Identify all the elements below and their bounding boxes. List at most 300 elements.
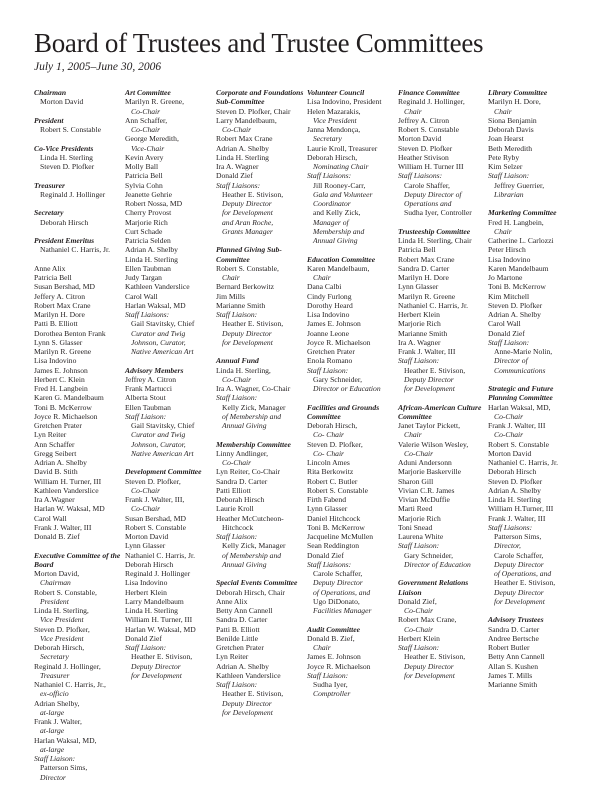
member-line: Director <box>40 772 66 782</box>
member-line: Linda H. Sterling, <box>34 606 89 615</box>
member-line: Chair <box>404 430 422 440</box>
member-line: Robert S. Constable <box>488 439 549 449</box>
member-line: James T. Mills <box>488 670 533 680</box>
member-line: Kim Mitchell <box>488 291 530 301</box>
committee-heading: Marketing Committee <box>488 208 557 218</box>
member-line: Marilyn H. Dore, <box>488 97 541 107</box>
member-line: Co- Chair <box>313 448 345 458</box>
member-line: Coordinator <box>313 199 351 208</box>
committee-section <box>34 181 124 200</box>
member-line: Staff Liaisons: <box>125 310 170 319</box>
committee-heading: President <box>34 115 64 125</box>
member-line: and Kelly Zick, <box>313 208 361 218</box>
member-line: Frank J. Walter, III <box>488 513 546 523</box>
member-line: William H. Turner, III <box>125 615 193 625</box>
member-line: Patricia Bell <box>34 273 72 282</box>
member-line: Manager of <box>313 217 349 227</box>
member-line: Staff Liaison: <box>307 670 349 680</box>
member-line: Deputy Director <box>222 328 272 338</box>
member-line: Bernard Berkowitz <box>216 282 274 292</box>
member-line: Adrian Shelby, <box>34 698 80 708</box>
member-line: Gary Schneider, <box>313 374 363 384</box>
committee-heading: Chairman <box>34 88 67 97</box>
member-line: Curator and Twig <box>131 328 186 338</box>
member-line: James E. Johnson <box>307 319 361 329</box>
member-line: Dorothy Heard <box>307 300 353 310</box>
member-line: Nathaniel C. Harris, Jr. <box>488 458 559 467</box>
member-line: Staff Liaison: <box>34 754 76 763</box>
member-line: Carol Wall <box>488 319 521 329</box>
member-line: George Meredith, <box>125 134 179 144</box>
member-line: Deputy Director of <box>404 189 462 199</box>
member-line: Andree Bertsche <box>488 633 539 643</box>
committee-heading: Special Events Committee <box>216 578 298 588</box>
member-line: Sandra D. Carter <box>216 476 268 486</box>
member-line: Janna Mendonça, <box>307 125 361 134</box>
member-line: Staff Liaison: <box>488 337 530 347</box>
member-line: Lynn Glasser <box>398 282 439 292</box>
member-line: Co-Chair <box>222 374 252 384</box>
member-line: Donald B. Zief <box>34 532 80 541</box>
member-line: Carole Schaffer, <box>313 569 363 578</box>
member-line: Heather E. Stivison, <box>222 319 284 329</box>
member-line: Linda H. Sterling, Chair <box>398 236 472 245</box>
member-line: Staff Liaison: <box>398 643 440 652</box>
committee-section <box>34 116 124 135</box>
member-line: Valerie Wilson Wesley, <box>398 439 469 449</box>
member-line: Patterson Sims, <box>40 763 88 773</box>
committee-section <box>488 384 578 606</box>
member-line: Jeffrey A. Citron <box>125 374 177 384</box>
member-line: Firth Fabend <box>307 495 347 504</box>
member-line: Donald Zief, <box>398 596 437 606</box>
member-line: Heather E. Stivison, <box>404 365 466 375</box>
member-line: Kathleen Vanderslice <box>216 670 281 680</box>
member-line: Laurie Kroll <box>216 504 254 514</box>
member-line: Director of Education <box>404 559 471 569</box>
committee-heading: Co-Vice Presidents <box>34 143 94 153</box>
member-line: Carol Wall <box>125 291 158 301</box>
member-line: for Development <box>222 337 273 347</box>
member-line: William H.Turner, III <box>488 504 554 514</box>
member-line: Robert Max Crane <box>216 134 273 144</box>
member-line: Ann Schaffer, <box>125 115 168 125</box>
member-line: Lyn Reiter <box>216 652 249 662</box>
member-line: Cindy Furlong <box>307 291 352 301</box>
member-line: Robert S. Constable <box>40 125 101 134</box>
member-line: Reginald J. Hollinger <box>40 189 106 199</box>
member-line: Lynn Glasser <box>307 504 348 514</box>
member-line: Lyn Reiter, Co-Chair <box>216 467 281 477</box>
member-line: Harlan Waksal, MD, <box>488 402 551 412</box>
member-line: Sean Reddington <box>307 541 360 551</box>
member-line: Chairman <box>40 578 71 588</box>
member-line: Co-Chair <box>404 448 434 458</box>
column-5 <box>398 88 488 689</box>
member-line: Judy Targan <box>125 273 162 282</box>
member-line: Deputy Director <box>222 199 272 208</box>
member-line: Patricia Bell <box>125 171 163 181</box>
member-line: Vice President <box>40 615 84 625</box>
member-line: Frank J. Walter, <box>34 717 82 726</box>
member-line: Adrian A. Shelby <box>34 458 87 467</box>
member-line: Reginald J. Hollinger <box>125 569 191 578</box>
member-line: Staff Liaison: <box>216 310 258 319</box>
member-line: Larry Mandelbaum <box>125 596 184 606</box>
member-line: Native American Art <box>131 347 194 356</box>
member-line: Deborah Hirsch <box>216 495 265 504</box>
member-line: Director, <box>494 541 521 551</box>
committee-section <box>307 88 397 245</box>
member-line: Gala and Volunteer <box>313 189 373 199</box>
member-line: Steven D. Plofker, <box>34 624 90 634</box>
column-3 <box>216 88 306 726</box>
page-subtitle: July 1, 2005–June 30, 2006 <box>34 61 162 73</box>
member-line: Heather McCutcheon- <box>216 513 284 523</box>
committee-heading: Art Committee <box>125 88 171 97</box>
member-line: Robert Max Crane, <box>398 615 457 625</box>
member-line: at-large <box>40 726 65 736</box>
member-line: Toni B. McKerrow <box>307 522 365 532</box>
page-title: Board of Trustees and Trustee Committees <box>34 28 484 58</box>
member-line: Johnson, Curator, <box>131 337 186 347</box>
member-line: Reginald J. Hollinger, <box>34 661 101 671</box>
member-line: Jeffrey A. Citron <box>398 115 450 125</box>
member-line: Frank J. Walter, III <box>34 522 92 532</box>
member-line: Fred H. Langbein, <box>488 217 544 227</box>
member-line: Marjorie Rich <box>398 513 441 523</box>
member-line: Patricia Bell <box>398 245 436 255</box>
member-line: Kelly Zick, Manager <box>222 541 286 551</box>
member-line: Jeffrey Guerrier, <box>494 180 545 190</box>
member-line: Karen Mandelbaum, <box>307 263 370 273</box>
member-line: Chair <box>494 106 512 116</box>
member-line: Linda H. Sterling <box>40 152 93 162</box>
member-line: Staff Liaison: <box>488 171 530 181</box>
member-line: Beth Meredith <box>488 143 533 153</box>
member-line: Dana Calbi <box>307 282 342 292</box>
member-line: Frank J. Walter, III, <box>125 495 185 504</box>
member-line: Donald Zief <box>125 633 162 643</box>
committee-heading: Government Relations Liaison <box>398 578 469 597</box>
member-line: for Development <box>404 670 455 680</box>
member-line: Gretchen Prater <box>34 421 82 430</box>
member-line: Deputy Director <box>494 587 544 597</box>
member-line: Robert Butler <box>488 643 530 652</box>
member-line: Enola Romano <box>307 356 353 366</box>
member-line: Sandra D. Carter <box>488 624 540 634</box>
member-line: Patricia Selden <box>125 236 171 245</box>
committee-heading: Library Committee <box>488 88 548 97</box>
member-line: Deborah Hirsch, <box>307 152 358 162</box>
member-line: Steven D. Plofker <box>40 162 95 171</box>
member-line: Anne Alix <box>216 596 248 606</box>
member-line: Co-Chair <box>222 125 252 134</box>
committee-heading: Treasurer <box>34 180 65 190</box>
member-line: Lyn Reiter <box>34 430 67 440</box>
member-line: Marti Reed <box>398 504 433 514</box>
member-line: Larry Mandelbaum, <box>216 115 277 125</box>
member-line: of Membership and <box>222 411 282 421</box>
member-line: Robert S. Constable, <box>34 587 97 597</box>
member-line: Curt Schade <box>125 226 163 236</box>
member-line: Gretchen Prater <box>216 643 264 652</box>
member-line: at-large <box>40 744 65 754</box>
committee-heading: Audit Committee <box>307 624 360 634</box>
member-line: Ellen Taubman <box>125 263 171 273</box>
member-line: Vivian C.R. James <box>398 485 455 495</box>
member-line: Staff Liaison: <box>216 532 258 541</box>
member-line: Deborah Hirsch <box>488 467 537 477</box>
member-line: Patti B. Elliott <box>34 319 78 329</box>
member-line: Jo Martone <box>488 273 523 282</box>
member-line: Herbert Klein <box>398 633 440 643</box>
member-line: Joanne Leone <box>307 328 349 338</box>
member-line: Carol Wall <box>34 513 67 523</box>
member-line: Lisa Indovino <box>488 254 531 264</box>
member-line: Cherry Provost <box>125 208 172 218</box>
member-line: Laurie Kroll, Treasurer <box>307 143 378 153</box>
member-line: Deborah Davis <box>488 125 534 134</box>
member-line: Chair <box>404 106 422 116</box>
member-line: Robert Nossa, MD <box>125 199 183 208</box>
member-line: Lynn S. Glasser <box>34 337 83 347</box>
member-line: Adrian A. Shelby <box>488 485 541 495</box>
member-line: for Development <box>222 707 273 717</box>
member-line: Annual Giving <box>222 421 267 430</box>
member-line: Deputy Director <box>404 374 454 384</box>
committee-heading: Corporate and Foundations Sub-Committee <box>216 88 304 107</box>
member-line: Donald Zief <box>216 171 253 181</box>
member-line: Lisa Indovino <box>125 578 168 588</box>
member-line: Ira A. Wagner, Co-Chair <box>216 384 291 393</box>
member-line: Sudha Iyer, <box>313 680 348 689</box>
member-line: James E. Johnson <box>307 652 361 662</box>
member-line: Curator and Twig <box>131 430 186 440</box>
member-line: Co-Chair <box>131 504 161 514</box>
member-line: Deborah Hirsch, <box>307 421 358 430</box>
member-line: Deputy Director <box>404 661 454 671</box>
member-line: Heather E. Stivison, <box>494 578 556 588</box>
member-line: Steven D. Plofker, <box>307 439 363 449</box>
member-line: Molly Ball <box>125 162 159 171</box>
committee-section <box>488 88 578 199</box>
member-line: Kathleen Vanderslice <box>125 282 190 292</box>
member-line: Carole Shaffer, <box>404 180 450 190</box>
member-line: Jim Mills <box>216 291 245 301</box>
member-line: Deputy Director <box>313 578 363 588</box>
member-line: Susan Bershad, MD <box>34 282 95 292</box>
member-line: Heather E. Stivison, <box>404 652 466 662</box>
member-line: Anne Alix <box>34 263 66 273</box>
member-line: Karen Mandelbaum <box>488 263 549 273</box>
member-line: Marjorie Rich <box>398 319 441 329</box>
member-line: Siona Benjamin <box>488 115 537 125</box>
member-line: Morton David <box>125 532 169 541</box>
committee-heading: Finance Committee <box>398 88 460 97</box>
member-line: Ira A. Wagner <box>216 162 259 171</box>
member-line: Harlan W. Waksal, MD <box>34 504 105 514</box>
member-line: Deputy Director <box>494 559 544 569</box>
member-line: Robert Max Crane <box>398 254 455 264</box>
member-line: James E. Johnson <box>34 365 88 375</box>
member-line: Susan Bershad, MD <box>125 513 186 523</box>
member-line: Marianne Smith <box>398 328 448 338</box>
member-line: Joyce R. Michaelson <box>307 337 371 347</box>
member-line: Catherine L. Carlozzi <box>488 236 554 245</box>
member-line: Heather E. Stivison, <box>131 652 193 662</box>
member-line: Marianne Smith <box>216 300 266 310</box>
committee-section <box>216 88 306 236</box>
member-line: Alberta Stout <box>125 393 166 403</box>
member-line: Secretary <box>40 652 69 662</box>
committee-section <box>398 227 488 394</box>
member-line: Carole Schaffer, <box>494 550 544 560</box>
member-line: Deborah Hirsch, <box>34 643 85 652</box>
member-line: Marilyn R. Greene, <box>125 97 185 107</box>
member-line: Vice President <box>40 633 84 643</box>
member-line: Sudha Iyer, Controller <box>404 208 472 218</box>
member-line: Marilyn H. Dore <box>34 310 85 319</box>
member-line: Deborah Hirsch, Chair <box>216 587 285 597</box>
member-line: Staff Liaisons: <box>398 171 443 181</box>
member-line: Lisa Indovino, President <box>307 97 382 107</box>
member-line: Ellen Taubman <box>125 402 171 412</box>
member-line: Annual Giving <box>313 236 358 245</box>
member-line: Frank J. Walter, III <box>398 347 456 356</box>
member-line: Donald Zief <box>488 328 525 338</box>
member-line: Marilyn H. Dore <box>398 273 449 282</box>
member-line: Reginald J. Hollinger, <box>398 97 465 107</box>
member-line: Comptroller <box>313 689 351 699</box>
column-2 <box>125 88 215 689</box>
member-line: Kathleen Vanderslice <box>34 485 99 495</box>
committee-heading: Strategic and Future Planning Committee <box>488 384 554 403</box>
member-line: Staff Liaison: <box>307 365 349 375</box>
committee-section <box>125 467 215 680</box>
member-line: Chair <box>313 273 331 282</box>
committee-section <box>307 255 397 394</box>
member-line: Heather E. Stivison, <box>222 689 284 699</box>
member-line: Co-Chair <box>494 430 524 440</box>
member-line: of Operations, and <box>494 569 552 578</box>
member-line: Linda H. Sterling <box>125 254 178 264</box>
committee-section <box>34 264 124 542</box>
committee-heading: African-American Culture Committee <box>398 402 482 421</box>
member-line: Librarian <box>494 189 524 199</box>
member-line: Ann Schaffer <box>34 439 75 449</box>
committee-section <box>34 208 124 227</box>
member-line: Sharon Gill <box>398 476 434 486</box>
member-line: Adrian A. Shelby <box>216 661 269 671</box>
member-line: Patterson Sims, <box>494 532 542 541</box>
member-line: Karen G. Mandelbaum <box>34 393 104 403</box>
member-line: Morton David, <box>34 569 80 578</box>
member-line: Linda H. Sterling <box>488 495 541 504</box>
member-line: Aduni Andersonn <box>398 458 452 467</box>
committee-section <box>398 578 488 680</box>
member-line: Chair <box>494 226 512 236</box>
member-line: Robert Max Crane <box>34 300 91 310</box>
member-line: Morton David <box>40 97 84 107</box>
member-line: Ugo DiDonato, <box>313 596 360 606</box>
member-line: Rita Berkowitz <box>307 467 354 477</box>
member-line: Robert C. Butler <box>307 476 358 486</box>
member-line: Janet Taylor Pickett, <box>398 421 460 430</box>
member-line: Pete Ryby <box>488 152 520 162</box>
committee-section <box>34 144 124 172</box>
committee-heading: Education Committee <box>307 254 376 264</box>
member-line: Jacqueline McMullen <box>307 532 374 541</box>
member-line: Allan S. Kushen <box>488 661 538 671</box>
member-line: Vivian McDuffie <box>398 495 450 504</box>
member-line: Fred H. Langbein <box>34 384 88 393</box>
member-line: Annual Giving <box>222 559 267 569</box>
member-line: Gregg Seibert <box>34 448 77 458</box>
member-line: Co-Chair <box>494 411 524 421</box>
member-line: ex-officio <box>40 689 69 699</box>
member-line: Deborah Hirsch <box>40 217 89 227</box>
member-line: Steven D. Plofker, <box>125 476 181 486</box>
member-line: Toni Snead <box>398 522 433 532</box>
member-line: Steven D. Plofker <box>488 476 543 486</box>
column-1 <box>34 88 124 791</box>
member-line: Staff Liaisons: <box>307 171 352 181</box>
member-line: Linda H. Sterling, <box>216 365 271 375</box>
member-line: Gretchen Prater <box>307 347 355 356</box>
member-line: Harlan W. Waksal, MD <box>125 624 196 634</box>
committee-heading: Development Committee <box>125 467 202 477</box>
member-line: Sandra D. Carter <box>398 263 450 273</box>
member-line: Herbert C. Klein <box>34 374 85 384</box>
member-line: Steven D. Plofker <box>488 300 543 310</box>
committee-heading: Planned Giving Sub-Committee <box>216 245 282 264</box>
member-line: Adrian A. Shelby <box>216 143 269 153</box>
member-line: Kelly Zick, Manager <box>222 402 286 412</box>
member-line: Marilyn R. Greene <box>34 347 92 356</box>
member-line: Co- Chair <box>313 430 345 440</box>
member-line: Membership and <box>313 226 365 236</box>
member-line: Helen Mazarakis, <box>307 106 361 116</box>
member-line: Morton David <box>488 448 532 458</box>
member-line: Peter Hirsch <box>488 245 526 255</box>
member-line: for Development <box>131 670 182 680</box>
member-line: Heather E. Stivison, <box>222 189 284 199</box>
committee-section <box>125 88 215 356</box>
member-line: Marilyn R. Greene <box>398 291 456 301</box>
member-line: William H. Turner, III <box>34 476 102 486</box>
committee-section <box>216 245 306 347</box>
member-line: Staff Liaison: <box>125 411 167 421</box>
member-line: Steven D. Plofker, Chair <box>216 106 291 116</box>
committee-section <box>34 551 124 782</box>
committee-heading: Membership Committee <box>216 439 291 449</box>
member-line: Sylvia Cohn <box>125 180 163 190</box>
member-line: Nominating Chair <box>313 162 369 171</box>
committee-section <box>216 440 306 570</box>
committee-heading: Trusteeship Committee <box>398 226 471 236</box>
committee-heading: Advisory Members <box>125 365 184 375</box>
member-line: Joyce R. Michaelson <box>307 661 371 671</box>
member-line: Chair <box>222 273 240 282</box>
member-line: Co-Chair <box>131 485 161 495</box>
member-line: Staff Liaisons: <box>488 522 533 532</box>
member-line: Co-Chair <box>131 125 161 134</box>
member-line: Nathaniel C. Harris, Jr., <box>34 680 106 689</box>
member-line: Chair <box>313 643 331 652</box>
committee-section <box>488 615 578 689</box>
member-line: Betty Ann Cannell <box>216 606 273 615</box>
